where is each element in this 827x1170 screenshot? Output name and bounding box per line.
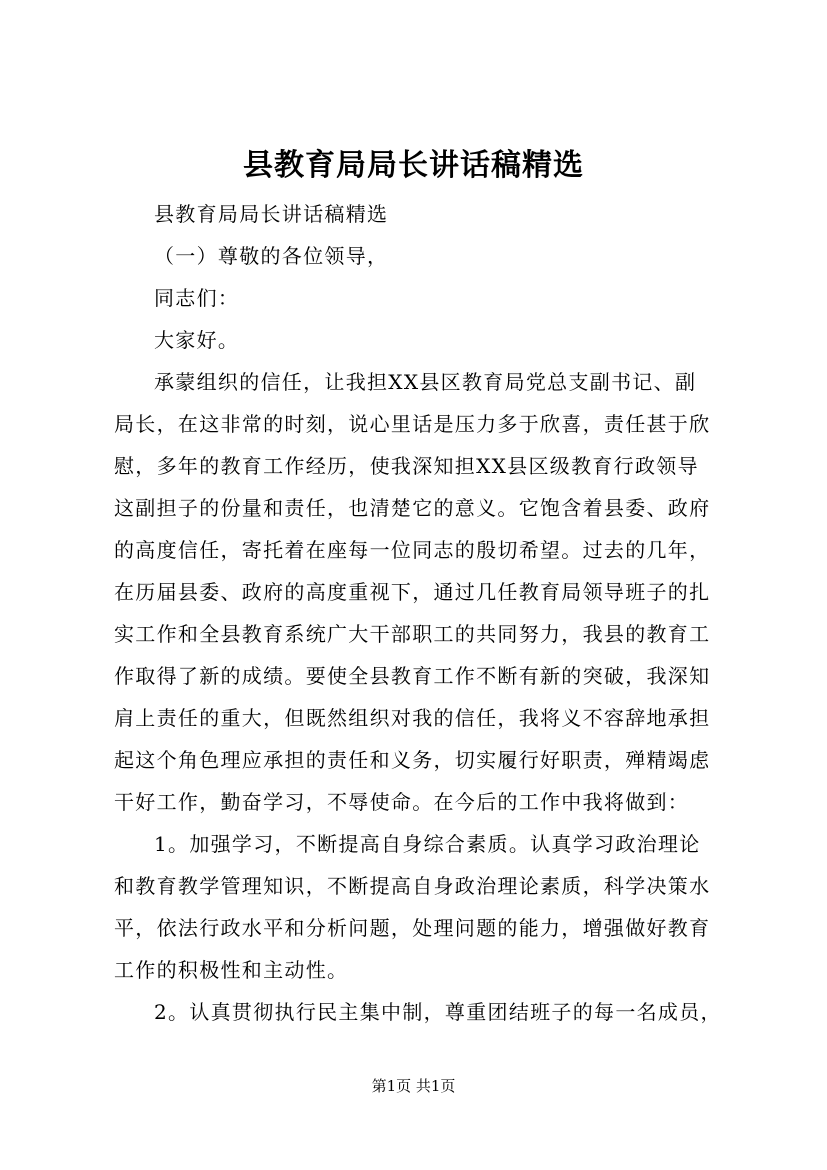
text-line: 平，依法行政水平和分析问题，处理问题的能力，增强做好教育 [114, 916, 711, 940]
text-line: 的高度信任，寄托着在座每一位同志的殷切希望。过去的几年， [114, 538, 711, 562]
text-line: 局长，在这非常的时刻，说心里话是压力多于欣喜，责任甚于欣 [114, 412, 711, 436]
text-line: 干好工作，勤奋学习，不辱使命。在今后的工作中我将做到： [114, 790, 690, 814]
text-line: 起这个角色理应承担的责任和义务，切实履行好职责，殚精竭虑 [114, 748, 711, 772]
document-title: 县教育局局长讲话稿精选 [243, 148, 584, 183]
main-paragraph [114, 361, 714, 823]
text-line: 肩上责任的重大，但既然组织对我的信任，我将义不容辞地承担 [114, 706, 711, 730]
text-line: 和教育教学管理知识，不断提高自身政治理论素质，科学决策水 [114, 874, 711, 898]
salutation-comrades: 同志们： [154, 286, 240, 310]
salutation-paragraph: （一）尊敬的各位领导， [154, 244, 389, 268]
text-line: 实工作和全县教育系统广大干部职工的共同努力，我县的教育工 [114, 622, 711, 646]
page-footer: 第1页 共1页 [371, 1077, 456, 1095]
text-line: 慰，多年的教育工作经历，使我深知担XX县区级教育行政领导 [114, 454, 699, 478]
text-line: 在历届县委、政府的高度重视下，通过几任教育局领导班子的扎 [114, 580, 711, 604]
text-line: 1。加强学习，不断提高自身综合素质。认真学习政治理论 [154, 832, 701, 856]
text-line: 承蒙组织的信任，让我担XX县区教育局党总支副书记、副 [154, 370, 697, 394]
text-line: 工作的积极性和主动性。 [114, 958, 349, 982]
document-body [114, 193, 722, 1033]
text-line: 这副担子的份量和责任，也清楚它的意义。它饱含着县委、政府 [114, 496, 711, 520]
greeting-paragraph: 大家好。 [154, 328, 240, 352]
item-2-paragraph [114, 991, 722, 1033]
text-line: 2。认真贯彻执行民主集中制，尊重团结班子的每一名成员， [154, 1000, 722, 1024]
subtitle-paragraph: 县教育局局长讲话稿精选 [154, 202, 389, 226]
text-line: 作取得了新的成绩。要使全县教育工作不断有新的突破，我深知 [114, 664, 711, 688]
item-1-paragraph [114, 823, 714, 991]
